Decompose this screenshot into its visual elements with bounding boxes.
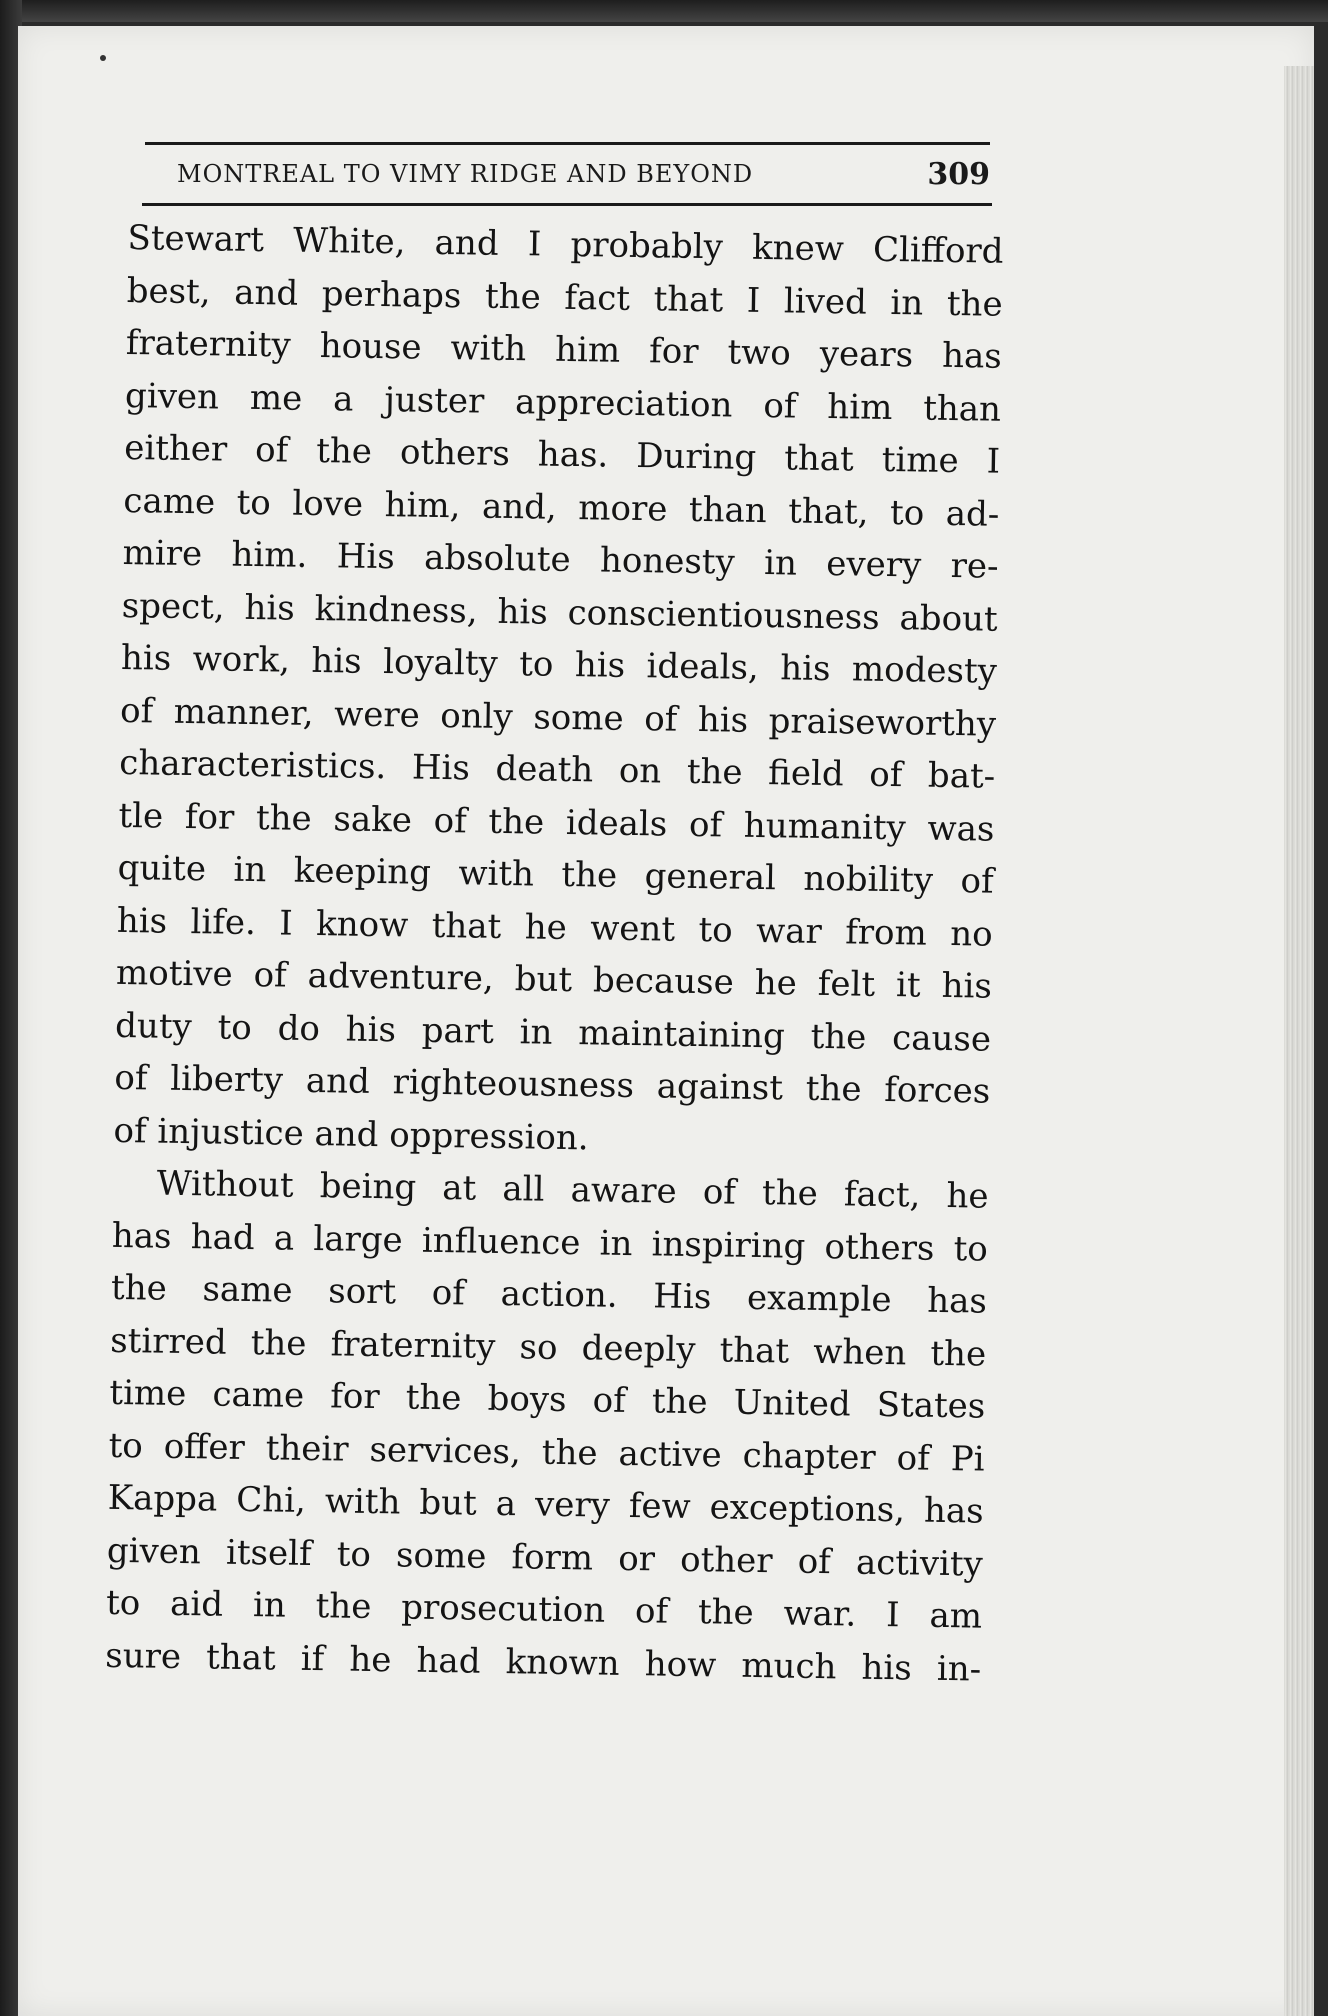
text-line: Stewart White, and I probably knew Clifford xyxy=(127,217,1004,272)
text-line: best, and perhaps the fact that I lived in the xyxy=(126,270,1003,325)
text-line: stirred the fraternity so deeply that when the xyxy=(109,1320,987,1375)
text-line: of liberty and righteousness against the forces xyxy=(114,1057,991,1112)
text-line: Without being at all aware of the fact, he xyxy=(156,1163,989,1217)
body-text xyxy=(105,212,1004,1696)
text-line: tle for the sake of the ideals of humanity was xyxy=(118,795,995,850)
paragraph-2 xyxy=(105,1157,989,1696)
page-number: 309 xyxy=(927,156,990,192)
text-line: came to love him, and, more than that, to ad- xyxy=(123,480,1000,535)
text-line: has had a large influence in inspiring others to xyxy=(111,1215,989,1270)
header-rule-bottom xyxy=(142,203,992,206)
text-line: his work, his loyalty to his ideals, his modesty xyxy=(120,637,998,692)
text-line: characteristics. His death on the field of bat- xyxy=(119,742,996,797)
text-line: motive of adventure, but because he felt it his xyxy=(115,952,993,1007)
text-line: to aid in the prosecution of the war. I am xyxy=(105,1582,983,1637)
text-line: the same sort of action. His example has xyxy=(110,1267,988,1322)
ink-speck xyxy=(100,55,106,61)
paragraph-1 xyxy=(113,212,1004,1171)
text-line: Kappa Chi, with but a very few exceptions, has xyxy=(107,1477,984,1532)
text-line: quite in keeping with the general nobility of xyxy=(117,847,994,902)
text-line: of manner, were only some of his praiseworthy xyxy=(119,690,997,745)
text-line: mire him. His absolute honesty in every re- xyxy=(122,532,999,587)
text-line: time came for the boys of the United States xyxy=(109,1372,986,1427)
running-title: MONTREAL TO VIMY RIDGE AND BEYOND xyxy=(177,160,754,188)
text-line: given itself to some form or other of activity xyxy=(106,1530,984,1585)
header-rule-top xyxy=(145,142,990,145)
text-line: either of the others has. During that time I xyxy=(123,427,1001,482)
text-line: spect, his kindness, his conscientiousness about xyxy=(121,585,998,640)
text-line: of injustice and oppression. xyxy=(113,1110,589,1158)
text-line: duty to do his part in maintaining the cause xyxy=(114,1005,992,1060)
text-line: his life. I know that he went to war from no xyxy=(116,900,993,955)
text-line: to offer their services, the active chapter of Pi xyxy=(108,1425,985,1480)
text-line: sure that if he had known how much his in- xyxy=(105,1635,982,1690)
page-stack-edge xyxy=(1284,66,1314,2016)
running-head xyxy=(145,152,990,196)
text-line: given me a juster appreciation of him than xyxy=(124,375,1002,430)
text-line: fraternity house with him for two years has xyxy=(125,322,1003,377)
scan-top-border xyxy=(0,0,1328,22)
